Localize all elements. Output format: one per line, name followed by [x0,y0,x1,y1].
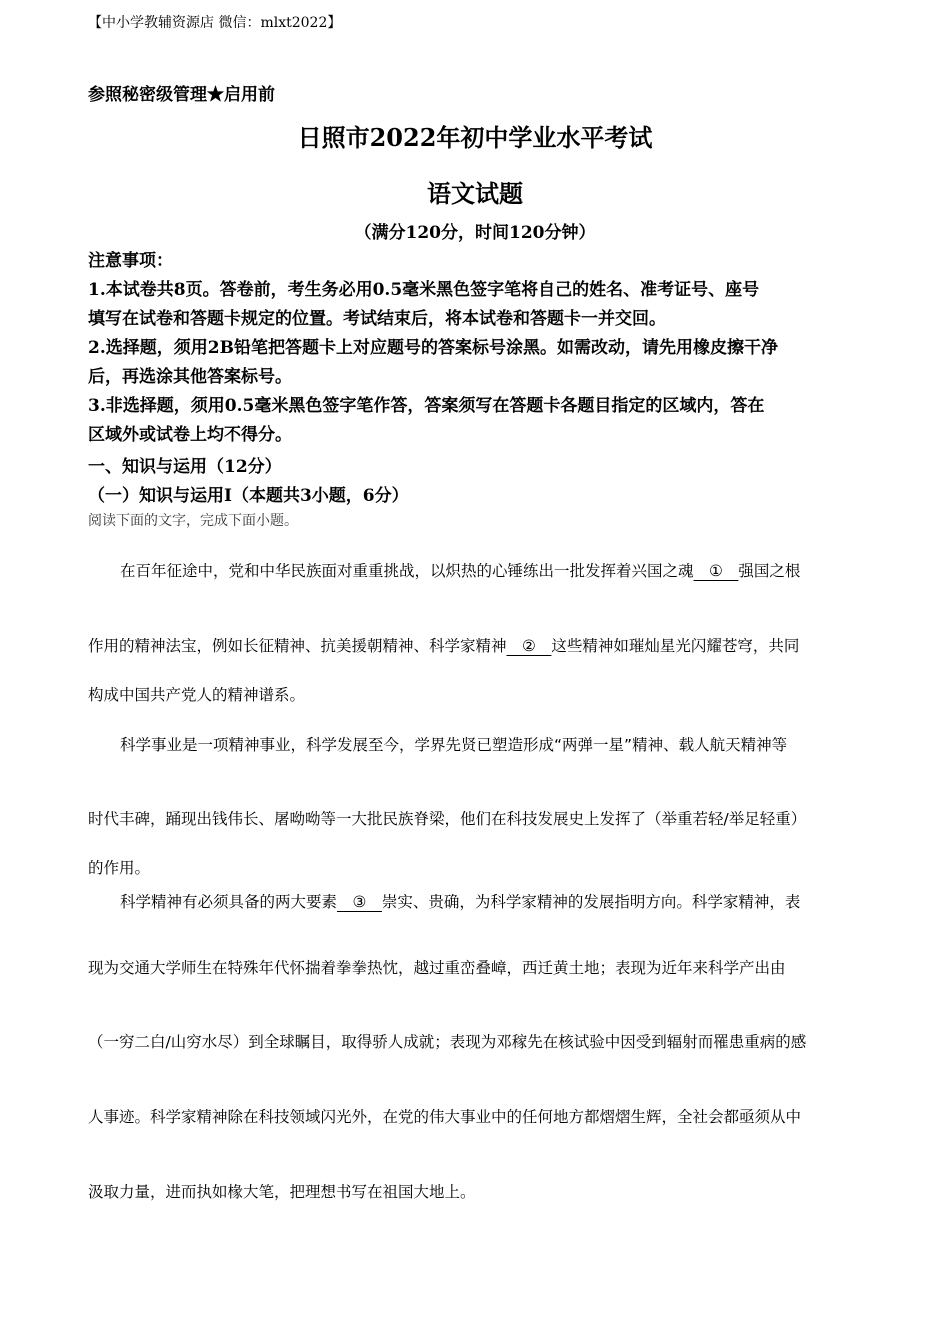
blank-1: ① [693,562,739,580]
passage-line: 作用的精神法宝，例如长征精神、抗美援朝精神、科学家精神 ② 这些精神如璀灿星光闪耀苍穹，共同 [88,637,800,655]
passage-line: （一穷二白/山穷水尽）到全球瞩目，取得骄人成就；表现为邓稼先在核试验中因受到辐射而罹患重病的感 [88,1033,807,1051]
notice-heading: 注意事项： [88,251,173,271]
passage-line: 汲取力量，进而执如椽大笔，把理想书写在祖国大地上。 [88,1183,476,1201]
notice-line: 3.非选择题，须用0.5毫米黑色签字笔作答，答案须写在答题卡各题目指定的区域内，答在 [88,396,765,416]
blank-2: ② [506,637,552,655]
section-heading: 一、知识与运用（12分） [88,457,282,477]
score-time: （满分120分，时间120分钟） [354,223,596,243]
passage-line: 的作用。 [88,859,151,877]
notice-line: 填写在试卷和答题卡规定的位置。考试结束后，将本试卷和答题卡一并交回。 [88,309,666,329]
passage-line: 科学精神有必须具备的两大要素 ③ 崇实、贵确，为科学家精神的发展指明方向。科学家精神，表 [120,893,801,911]
subject-title: 语文试题 [427,179,523,208]
passage-line: 现为交通大学师生在特殊年代怀揣着拳拳热忱，越过重峦叠嶂，西迁黄土地；表现为近年来科学产出由 [88,959,786,977]
passage-line: 科学事业是一项精神事业，科学发展至今，学界先贤已塑造形成“两弹一星”精神、载人航天精神等 [120,736,788,754]
notice-block [88,247,868,450]
watermark-text: 【中小学教辅资源店 微信：mlxt2022】 [88,15,342,31]
notice-line: 区域外或试卷上均不得分。 [88,425,292,445]
secret-level-label: 参照秘密级管理★启用前 [88,85,275,105]
exam-title: 日照市2022年初中学业水平考试 [297,123,653,152]
instruction-text: 阅读下面的文字，完成下面小题。 [88,513,298,529]
notice-line: 1.本试卷共8页。答卷前，考生务必用0.5毫米黑色签字笔将自己的姓名、准考证号、座号 [88,280,760,300]
passage-line: 构成中国共产党人的精神谱系。 [88,686,306,704]
passage-line: 人事迹。科学家精神除在科技领域闪光外，在党的伟大事业中的任何地方都熠熠生辉，全社会都亟须从中 [88,1108,802,1126]
notice-line: 后，再选涂其他答案标号。 [88,367,292,387]
blank-3: ③ [337,893,382,911]
passage-line: 在百年征途中，党和中华民族面对重重挑战，以炽热的心锤练出一批发挥着兴国之魂 ① 强国之根 [120,562,801,580]
notice-line: 2.选择题，须用2B铅笔把答题卡上对应题号的答案标号涂黑。如需改动，请先用橡皮擦干净 [88,338,778,358]
subsection-heading: （一）知识与运用Ⅰ（本题共3小题，6分） [88,486,409,506]
passage-line: 时代丰碑，踊现出钱伟长、屠呦呦等一大批民族脊梁，他们在科技发展史上发挥了（举重若轻/举足轻重） [88,810,807,828]
